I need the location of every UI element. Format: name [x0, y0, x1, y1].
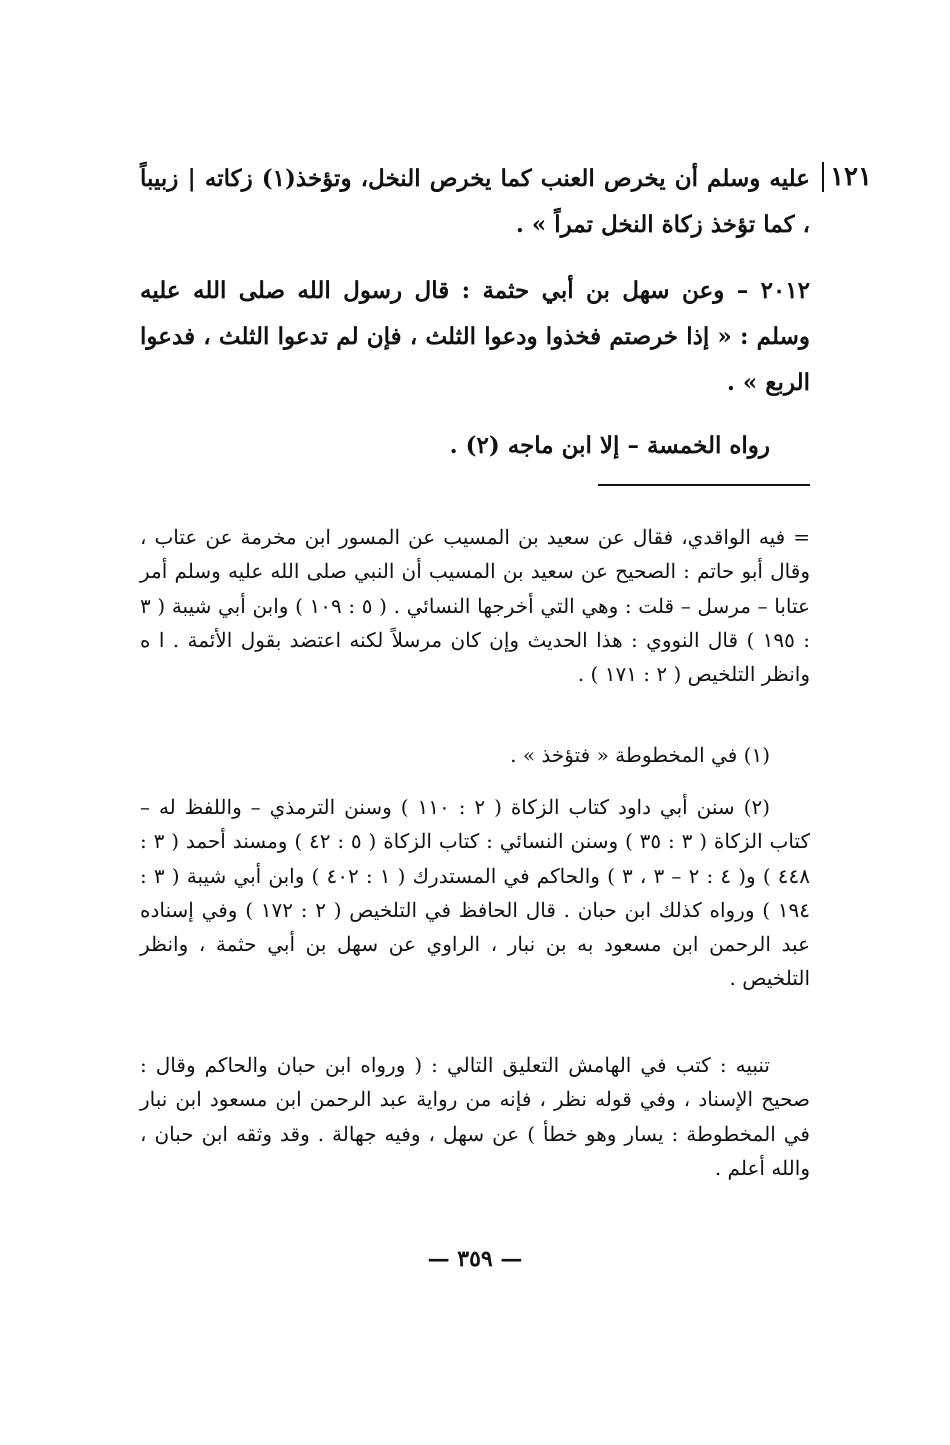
margin-reference-number: ١٢١	[822, 162, 872, 192]
footnote-1	[140, 738, 810, 772]
main-paragraph-3: رواه الخمسة – إلا ابن ماجه (٢) .	[449, 432, 770, 459]
main-paragraph-2: ٢٠١٢ – وعن سهل بن أبي حثمة : قال رسول الله صلى الله عليه وسلم : « إذا خرصتم فخذوا ودعوا الثلث ، فإن لم تدعوا الثلث ، فدعوا الربع » .	[140, 277, 810, 396]
hadith-continuation	[140, 156, 810, 248]
footnote-continuation-text: = فيه الواقدي، فقال عن سعيد بن المسيب عن المسور ابن مخرمة عن عتاب ، وقال أبو حاتم : الصحيح عن سعيد بن المسيب أن النبي صلى الله عليه وسلم أمر عتابا – مرسل – قلت : وهي التي أخرجها النسائي . ( ٥ : ١٠٩ ) وابن أبي شيبة ( ٣ : ١٩٥ ) قال النووي : هذا الحديث وإن كان مرسلاً لكنه اعتضد بقول الأئمة . ا ه وانظر التلخيص ( ٢ : ١٧١ ) .	[140, 525, 810, 687]
footnote-remark	[140, 1048, 810, 1185]
footnote-remark-text: تنبيه : كتب في الهامش التعليق التالي : ( ورواه ابن حبان والحاكم وقال : صحيح الإسناد ، وفي قوله نظر ، فإنه من رواية عبد الرحمن ابن مسعود ابن نبار في المخطوطة : يسار وهو خطأ ) عن سهل ، وفيه جهالة . وقد وثقه ابن حبان ، والله أعلم .	[140, 1053, 810, 1180]
hadith-2012	[140, 268, 810, 406]
page-number: — ٣٥٩ —	[427, 1246, 523, 1272]
main-paragraph-1: عليه وسلم أن يخرص العنب كما يخرص النخل، وتؤخذ(١) زكاته | زبيباً ، كما تؤخذ زكاة النخل تمراً » .	[140, 165, 810, 238]
footnote-1-text: (١) في المخطوطة « فتؤخذ » .	[510, 743, 770, 767]
footnote-continuation	[140, 520, 810, 691]
hadith-source	[140, 428, 810, 464]
footnote-2	[140, 790, 810, 996]
footnote-2-text: (٢) سنن أبي داود كتاب الزكاة ( ٢ : ١١٠ ) وسنن الترمذي – واللفظ له – كتاب الزكاة ( ٣ : ٣٥ ) وسنن النسائي : كتاب الزكاة ( ٥ : ٤٢ ) ومسند أحمد ( ٣ : ٤٤٨ ) و( ٤ : ٢ – ٣ ، ٣ ) والحاكم في المستدرك ( ١ : ٤٠٢ ) وابن أبي شيبة ( ٣ : ١٩٤ ) ورواه كذلك ابن حبان . قال الحافظ في التلخيص ( ٢ : ١٧٢ ) وفي إسناده عبد الرحمن ابن مسعود به بن نبار ، الراوي عن سهل بن أبي حثمة ، وانظر التلخيص .	[140, 795, 811, 991]
footnote-separator	[598, 484, 810, 486]
